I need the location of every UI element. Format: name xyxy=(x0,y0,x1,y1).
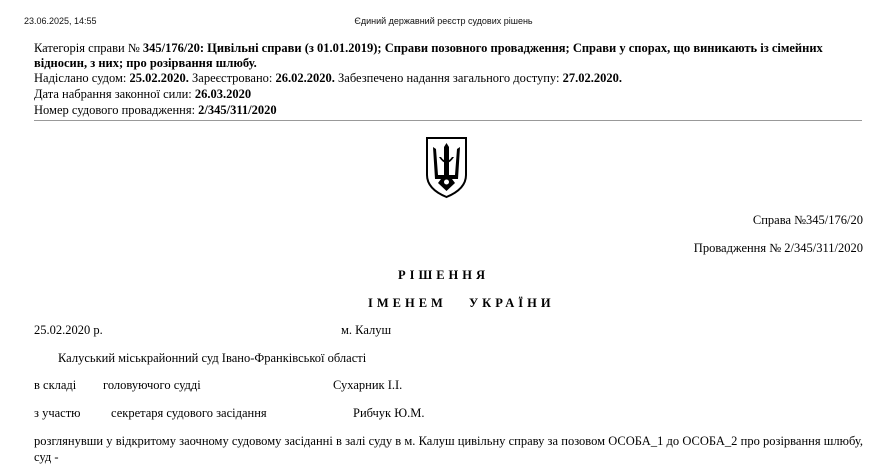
judge-role: головуючого судді xyxy=(103,378,201,392)
proceeding-label: Номер судового провадження: xyxy=(34,103,199,117)
effective-value: 26.03.2020 xyxy=(194,87,252,101)
heading-ukraine: УКРАЇНИ xyxy=(469,296,555,310)
case-number: Справа №345/176/20 xyxy=(752,213,863,227)
case-category xyxy=(34,41,864,70)
court-name: Калуський міськрайонний суд Івано-Франківської області xyxy=(58,351,367,365)
proceeding-value: 2/345/311/2020 xyxy=(198,103,277,117)
registered-value: 26.02.2020. xyxy=(275,71,335,85)
proceeding-label-doc: Провадження № 2/345/311/2020 xyxy=(693,241,863,255)
decision-date: 25.02.2020 р. xyxy=(34,323,103,337)
access-value: 27.02.2020. xyxy=(562,71,622,85)
effective-date xyxy=(34,87,864,102)
registered-label: Зареєстровано: xyxy=(188,71,276,85)
sent-label: Надіслано судом: xyxy=(34,71,130,85)
effective-label: Дата набрання законної сили: xyxy=(34,87,195,101)
heading-name-of: ІМЕНЕМ xyxy=(368,296,447,310)
body-paragraph: розглянувши у відкритому заочному судовому засіданні в залі суду в м. Калуш цивільну справу за позовом ОСОБА_1 до ОСОБА_2 про розірвання шлюбу, суд - xyxy=(34,434,863,464)
separator xyxy=(34,120,862,121)
decision-city: м. Калуш xyxy=(341,323,392,337)
category-label: Категорія справи № xyxy=(34,41,143,55)
print-timestamp: 23.06.2025, 14:55 xyxy=(24,16,97,26)
category-value: 345/176/20: Цивільні справи (з 01.01.2019); Справи позовного провадження; Справи у спорах, що виникають із сімейних відносин, з них; про розірвання шлюбу. xyxy=(34,41,823,70)
coat-of-arms-icon xyxy=(424,135,469,199)
proceeding-number xyxy=(34,103,864,118)
decision-heading: РІШЕННЯ xyxy=(397,268,490,282)
judge-name: Сухарник І.І. xyxy=(333,378,403,392)
sent-value: 25.02.2020. xyxy=(129,71,189,85)
composition-label: в складі xyxy=(34,378,77,392)
secretary-name: Рибчук Ю.М. xyxy=(353,406,425,420)
case-dates xyxy=(34,71,864,86)
registry-title: Єдиний державний реєстр судових рішень xyxy=(354,16,533,26)
secretary-role: секретаря судового засідання xyxy=(111,406,267,420)
participation-label: з участю xyxy=(34,406,81,420)
access-label: Забезпечено надання загального доступу: xyxy=(334,71,563,85)
